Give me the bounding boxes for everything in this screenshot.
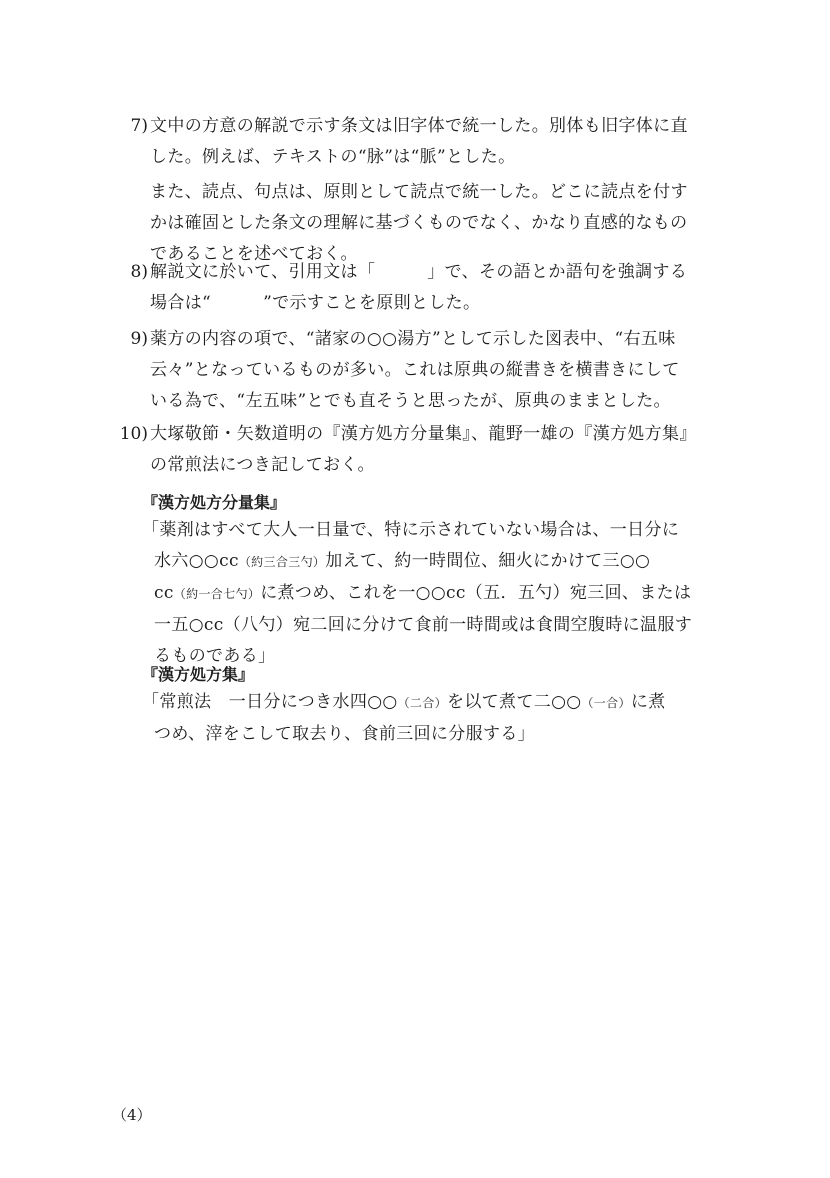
quote-line [142, 687, 732, 719]
quote-annotation: （約三合三勺） [238, 555, 326, 569]
item-body [150, 111, 732, 270]
list-item-10 [112, 419, 732, 481]
list-item-9 [112, 324, 732, 417]
item-body [150, 257, 732, 319]
paragraph [150, 257, 732, 319]
quote-text: を以て煮て二○○ [446, 692, 582, 712]
text-line: かは確固とした条文の理解に基づくものでなく、かなり直感的なもの [150, 213, 688, 233]
quote-line [142, 515, 732, 546]
text-line: 大塚敬節・矢数道明の『漢方処方分量集』、龍野一雄の『漢方処方集』 [150, 424, 697, 444]
text-line: 文中の方意の解説で示す条文は旧字体で統一した。別体も旧字体に直 [150, 116, 688, 136]
quote-text: 「薬剤はすべて大人一日量で、特に示されていない場合は、一日分に [142, 520, 680, 540]
quote-block-shohoshu [142, 687, 732, 750]
quote-annotation: （一合） [581, 696, 631, 710]
quote-block-bunryoshu [142, 515, 732, 672]
text-line: の常煎法につき記しておく。 [150, 455, 375, 475]
paragraph [150, 419, 732, 481]
text-line: いる為で、“左五味”とでも直そうと思ったが、原典のままとした。 [150, 391, 671, 411]
paragraph [150, 324, 732, 417]
text-line: また、読点、句点は、原則として読点で統一した。どこに読点を付す [150, 182, 688, 202]
item-number: 9) [130, 329, 148, 349]
quote-line [142, 578, 732, 610]
text-line: 云々”となっているものが多い。これは原典の縦書きを横書きにして [150, 360, 680, 380]
text-line: 薬方の内容の項で、“諸家の○○湯方”として示した図表中、“右五味 [150, 329, 676, 349]
item-body [150, 419, 732, 481]
quote-annotation: （二合） [397, 696, 447, 710]
quote-text: に煮つめ、これを一○○cc（五．五勺）宛三回、または [260, 583, 692, 603]
paragraph [150, 111, 732, 173]
text-line: 場合は“ ”で示すことを原則とした。 [150, 293, 481, 313]
quote-line [142, 719, 732, 750]
quote-text: つめ、滓をこして取去り、食前三回に分服する」 [154, 724, 536, 744]
item-number: 7) [130, 116, 148, 136]
list-item-7 [112, 111, 732, 270]
quote-annotation: （約一合七勺） [173, 587, 261, 601]
quote-line [142, 546, 732, 578]
page-number: （4） [112, 1106, 152, 1124]
quote-text: 一五○cc（八勺）宛二回に分けて食前一時間或は食間空腹時に温服す [154, 615, 693, 635]
quote-text: 加えて、約一時間位、細火にかけて三○○ [325, 551, 651, 571]
quote-text: cc [154, 583, 174, 603]
quote-text: 水六○○cc [154, 551, 239, 571]
list-item-8 [112, 257, 732, 319]
section-heading-bunryoshu: 『漢方処方分量集』 [142, 493, 287, 512]
item-number: 10) [119, 424, 148, 444]
item-number: 8) [130, 262, 148, 282]
quote-text: に煮 [630, 692, 666, 712]
text-line: した。例えば、テキストの“脉”は“脈”とした。 [150, 147, 516, 167]
quote-line [142, 610, 732, 641]
text-line: 解説文に於いて、引用文は「 」で、その語とか語句を強調する [150, 262, 688, 282]
section-heading-shohoshu: 『漢方処方集』 [142, 665, 255, 684]
quote-text: るものである」 [154, 646, 276, 666]
quote-text: 「常煎法 一日分につき水四○○ [142, 692, 398, 712]
text-line: であることを述べておく。 [150, 244, 358, 264]
item-body [150, 324, 732, 417]
